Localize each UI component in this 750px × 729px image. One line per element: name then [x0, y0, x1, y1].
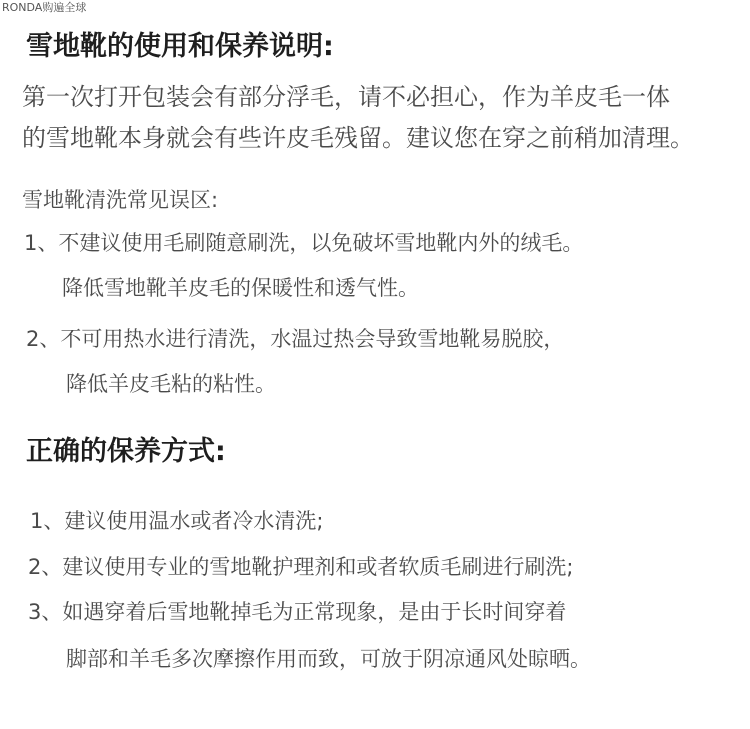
watermark: RONDA购遍全球: [2, 1, 87, 14]
misconception-2-line-1: 2、不可用热水进行清洗，水温过热会导致雪地靴易脱胶，: [26, 327, 565, 351]
misconception-heading: 雪地靴清洗常见误区:: [22, 188, 219, 212]
misconception-1-line-1: 1、不建议使用毛刷随意刷洗，以免破坏雪地靴内外的绒毛。: [24, 231, 584, 255]
section2-title: 正确的保养方式:: [26, 436, 226, 467]
intro-line-2: 的雪地靴本身就会有些许皮毛残留。建议您在穿之前稍加清理。: [22, 124, 694, 152]
care-item-2-line-1: 2、建议使用专业的雪地靴护理剂和或者软质毛刷进行刷洗;: [28, 555, 574, 579]
section1-title: 雪地靴的使用和保养说明:: [26, 31, 334, 62]
care-item-3-line-2: 脚部和羊毛多次摩擦作用而致，可放于阴凉通风处晾晒。: [66, 647, 591, 671]
intro-line-1: 第一次打开包装会有部分浮毛，请不必担心，作为羊皮毛一体: [22, 83, 670, 111]
misconception-2-line-2: 降低羊皮毛粘的粘性。: [66, 372, 276, 396]
misconception-1-line-2: 降低雪地靴羊皮毛的保暖性和透气性。: [62, 276, 419, 300]
care-item-3-line-1: 3、如遇穿着后雪地靴掉毛为正常现象，是由于长时间穿着: [28, 600, 567, 624]
care-item-1-line-1: 1、建议使用温水或者冷水清洗;: [30, 509, 324, 533]
